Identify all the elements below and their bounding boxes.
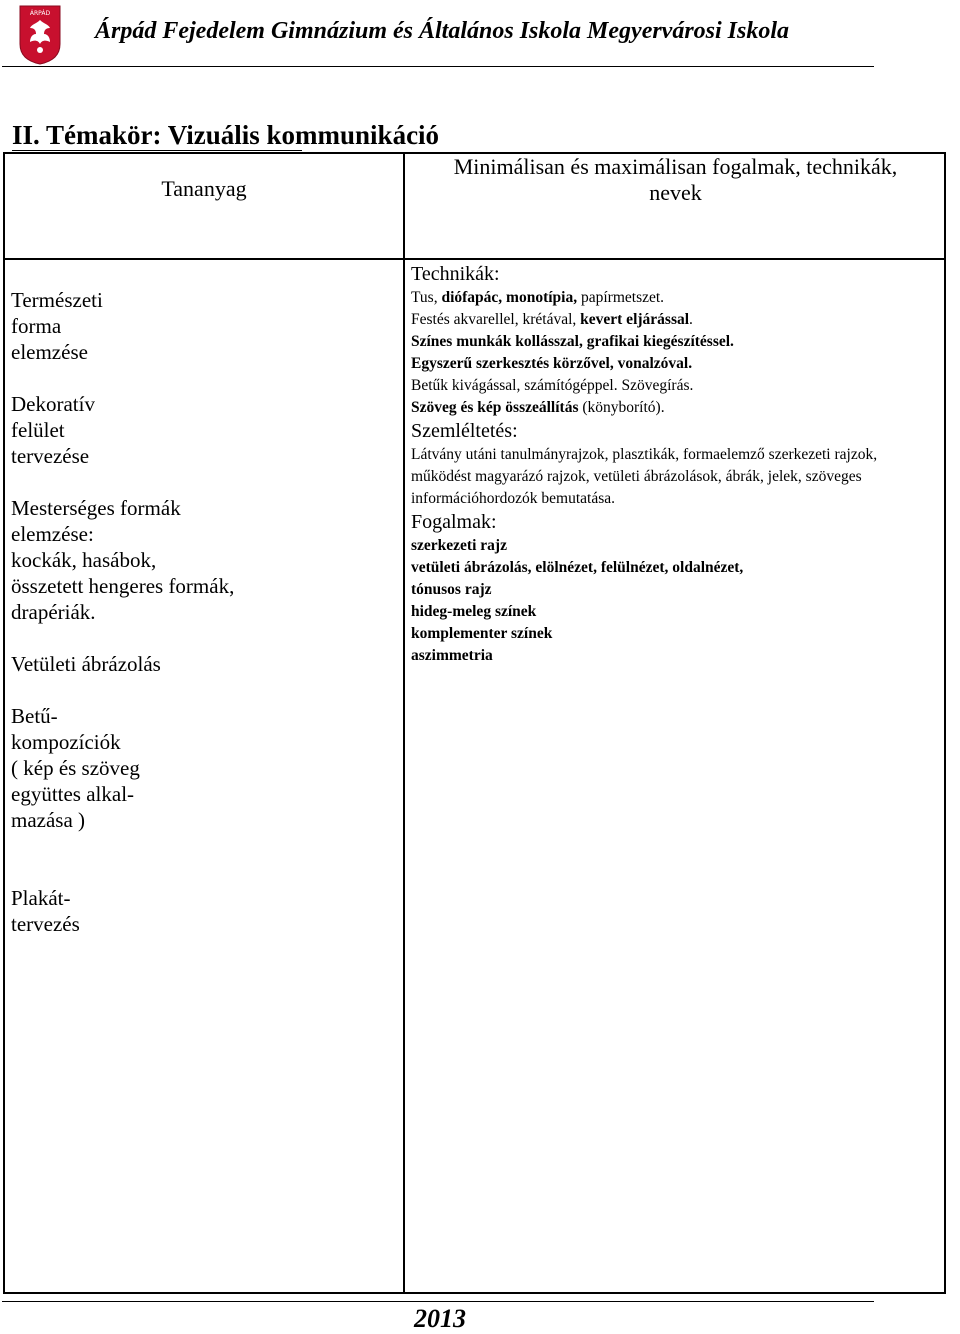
section-title-underline — [12, 150, 302, 151]
topic-mesterseges-formak: Mesterséges formák elemzése: kockák, hasábok, összetett hengeres formák, drapériák. — [11, 496, 235, 624]
header-row-divider — [3, 258, 946, 260]
technique-line: Festés akvarellel, krétával, kevert eljárással. — [411, 311, 693, 328]
technique-line: Betűk kivágással, számítógéppel. Szövegírás. — [411, 377, 694, 394]
section-title: II. Témakör: Vizuális kommunikáció — [12, 120, 440, 150]
technique-line: Szöveg és kép összeállítás (könyborító). — [411, 399, 665, 416]
topic-betukompoziciok: Betű- kompozíciók ( kép és szöveg együttes alkal- mazása ) — [11, 704, 140, 832]
concept-item: szerkezeti rajz — [411, 537, 507, 554]
topic-termeszeti-forma: Természeti forma elemzése — [11, 288, 103, 364]
topic-dekorativ-felulet: Dekoratív felület tervezése — [11, 392, 95, 468]
concept-item: aszimmetria — [411, 647, 493, 664]
page-header — [0, 0, 960, 70]
concepts-column — [411, 262, 941, 667]
concept-item: tónusos rajz — [411, 581, 492, 598]
footer-divider — [2, 1301, 874, 1302]
technique-line: Színes munkák kollásszal, grafikai kiegészítéssel. — [411, 333, 734, 350]
technique-line: Egyszerű szerkesztés körzővel, vonalzóval. — [411, 355, 693, 372]
school-name: Árpád Fejedelem Gimnázium és Általános Iskola Megyervárosi Iskola — [95, 18, 790, 44]
illustration-text: Látvány utáni tanulmányrajzok, plasztikák, formaelemző szerkezeti rajzok, működést magyarázó rajzok, vetületi ábrázolások, ábrák, jelek, szöveges információhordozók bemutatása. — [411, 446, 878, 507]
concept-item: vetületi ábrázolás, elölnézet, felülnézet, oldalnézet, — [411, 559, 744, 576]
topic-plakattervezes: Plakát- tervezés — [11, 886, 80, 936]
topic-list — [11, 287, 396, 963]
illustration-label: Szemléltetés: — [411, 420, 518, 442]
concept-item: hideg-meleg színek — [411, 603, 537, 620]
techniques-label: Technikák: — [411, 263, 500, 285]
column-header-fogalmak — [405, 152, 946, 206]
header-divider — [2, 66, 874, 67]
footer-year: 2013 — [414, 1304, 466, 1333]
column-header-line-2: nevek — [649, 180, 702, 205]
column-header-line-1: Minimálisan és maximálisan fogalmak, technikák, — [453, 154, 898, 179]
concept-item: komplementer színek — [411, 625, 553, 642]
topic-vetuleti-abrazolas: Vetületi ábrázolás — [11, 652, 161, 676]
column-divider — [403, 152, 405, 1294]
logo-lettering: ÁRPÁD — [29, 10, 51, 17]
concepts-label: Fogalmak: — [411, 511, 497, 533]
school-logo-icon — [18, 4, 62, 66]
column-header-tananyag: Tananyag — [161, 176, 247, 201]
technique-line: Tus, diófapác, monotípia, papírmetszet. — [411, 289, 665, 306]
